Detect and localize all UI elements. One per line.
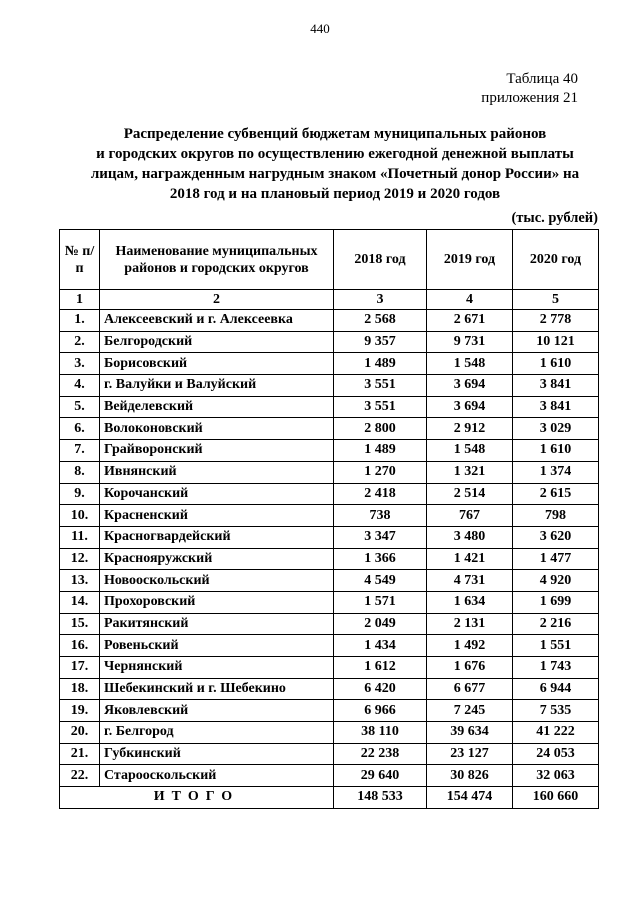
- value-2018: 2 418: [334, 483, 427, 505]
- row-number: 21.: [60, 743, 100, 765]
- row-number: 3.: [60, 353, 100, 375]
- row-number: 5.: [60, 396, 100, 418]
- value-2018: 1 489: [334, 353, 427, 375]
- district-name: Ракитянский: [100, 613, 334, 635]
- value-2020: 3 841: [513, 396, 599, 418]
- value-2020: 1 610: [513, 440, 599, 462]
- row-number: 4.: [60, 375, 100, 397]
- value-2018: 38 110: [334, 722, 427, 744]
- page-number: 440: [310, 21, 330, 36]
- value-2019: 23 127: [427, 743, 513, 765]
- district-name: Прохоровский: [100, 591, 334, 613]
- caption-appendix: приложения 21: [481, 90, 578, 106]
- total-2020: 160 660: [513, 787, 599, 809]
- value-2020: 798: [513, 505, 599, 527]
- value-2020: 3 029: [513, 418, 599, 440]
- table-row: [60, 353, 599, 375]
- table-caption: [481, 70, 578, 108]
- district-name: Корочанский: [100, 483, 334, 505]
- district-name: Чернянский: [100, 657, 334, 679]
- value-2020: 24 053: [513, 743, 599, 765]
- value-2018: 29 640: [334, 765, 427, 787]
- district-name: Шебекинский и г. Шебекино: [100, 678, 334, 700]
- row-number: 9.: [60, 483, 100, 505]
- total-row: [60, 787, 599, 809]
- value-2018: 1 612: [334, 657, 427, 679]
- row-number: 16.: [60, 635, 100, 657]
- table-row: [60, 657, 599, 679]
- column-number: 2: [100, 290, 334, 310]
- value-2018: 3 347: [334, 526, 427, 548]
- value-2018: 3 551: [334, 375, 427, 397]
- value-2019: 2 671: [427, 310, 513, 332]
- table-row: [60, 310, 599, 332]
- value-2020: 41 222: [513, 722, 599, 744]
- row-number: 15.: [60, 613, 100, 635]
- district-name: Яковлевский: [100, 700, 334, 722]
- title-line: 2018 год и на плановый период 2019 и 2020 годов: [169, 186, 501, 202]
- value-2019: 1 421: [427, 548, 513, 570]
- caption-table-number: Таблица 40: [506, 71, 578, 87]
- row-number: 8.: [60, 461, 100, 483]
- district-name: Вейделевский: [100, 396, 334, 418]
- row-number: 6.: [60, 418, 100, 440]
- district-name: Краснояружский: [100, 548, 334, 570]
- table-row: [60, 396, 599, 418]
- district-name: Губкинский: [100, 743, 334, 765]
- header-2020: 2020 год: [513, 230, 599, 290]
- district-name: Борисовский: [100, 353, 334, 375]
- title-line: и городских округов по осуществлению ежегодной денежной выплаты: [96, 146, 574, 162]
- table-row: [60, 440, 599, 462]
- value-2020: 1 699: [513, 591, 599, 613]
- district-name: Красненский: [100, 505, 334, 527]
- column-number: 4: [427, 290, 513, 310]
- value-2018: 1 270: [334, 461, 427, 483]
- header-row: [60, 230, 599, 290]
- value-2020: 4 920: [513, 570, 599, 592]
- table-row: [60, 548, 599, 570]
- value-2018: 1 434: [334, 635, 427, 657]
- row-number: 12.: [60, 548, 100, 570]
- value-2020: 2 615: [513, 483, 599, 505]
- value-2019: 7 245: [427, 700, 513, 722]
- district-name: Грайворонский: [100, 440, 334, 462]
- district-name: г. Валуйки и Валуйский: [100, 375, 334, 397]
- value-2018: 4 549: [334, 570, 427, 592]
- table-row: [60, 483, 599, 505]
- total-label: ИТОГО: [60, 787, 334, 809]
- value-2018: 1 489: [334, 440, 427, 462]
- district-name: Волоконовский: [100, 418, 334, 440]
- value-2019: 3 694: [427, 396, 513, 418]
- value-2020: 1 551: [513, 635, 599, 657]
- total-2018: 148 533: [334, 787, 427, 809]
- header-2018: 2018 год: [334, 230, 427, 290]
- row-number: 2.: [60, 331, 100, 353]
- table-row: [60, 613, 599, 635]
- row-number: 13.: [60, 570, 100, 592]
- value-2019: 3 694: [427, 375, 513, 397]
- value-2018: 2 800: [334, 418, 427, 440]
- table-row: [60, 678, 599, 700]
- column-number: 5: [513, 290, 599, 310]
- row-number: 22.: [60, 765, 100, 787]
- district-name: Ровеньский: [100, 635, 334, 657]
- district-name: Новооскольский: [100, 570, 334, 592]
- table-row: [60, 461, 599, 483]
- row-number: 18.: [60, 678, 100, 700]
- header-name: Наименование муниципальных районов и городских округов: [100, 230, 334, 290]
- district-name: Красногвардейский: [100, 526, 334, 548]
- value-2018: 9 357: [334, 331, 427, 353]
- table-row: [60, 722, 599, 744]
- table-row: [60, 570, 599, 592]
- value-2020: 6 944: [513, 678, 599, 700]
- table-row: [60, 418, 599, 440]
- table-row: [60, 635, 599, 657]
- value-2020: 2 778: [513, 310, 599, 332]
- value-2019: 1 548: [427, 353, 513, 375]
- total-2019: 154 474: [427, 787, 513, 809]
- header-num: № п/п: [60, 230, 100, 290]
- subventions-table: [59, 229, 599, 809]
- row-number: 19.: [60, 700, 100, 722]
- value-2018: 22 238: [334, 743, 427, 765]
- value-2020: 7 535: [513, 700, 599, 722]
- value-2020: 1 610: [513, 353, 599, 375]
- value-2018: 6 966: [334, 700, 427, 722]
- value-2019: 9 731: [427, 331, 513, 353]
- value-2019: 1 548: [427, 440, 513, 462]
- value-2019: 1 634: [427, 591, 513, 613]
- header-2019: 2019 год: [427, 230, 513, 290]
- value-2020: 10 121: [513, 331, 599, 353]
- table-row: [60, 591, 599, 613]
- district-name: Ивнянский: [100, 461, 334, 483]
- row-number: 1.: [60, 310, 100, 332]
- value-2018: 738: [334, 505, 427, 527]
- row-number: 17.: [60, 657, 100, 679]
- row-number: 20.: [60, 722, 100, 744]
- value-2019: 4 731: [427, 570, 513, 592]
- table-row: [60, 743, 599, 765]
- value-2018: 3 551: [334, 396, 427, 418]
- value-2020: 1 374: [513, 461, 599, 483]
- value-2019: 39 634: [427, 722, 513, 744]
- district-name: Белгородский: [100, 331, 334, 353]
- value-2018: 6 420: [334, 678, 427, 700]
- value-2018: 1 571: [334, 591, 427, 613]
- table-row: [60, 375, 599, 397]
- value-2020: 3 620: [513, 526, 599, 548]
- value-2019: 767: [427, 505, 513, 527]
- units-label: (тыс. рублей): [511, 210, 598, 226]
- district-name: Алексеевский и г. Алексеевка: [100, 310, 334, 332]
- row-number: 7.: [60, 440, 100, 462]
- value-2020: 1 477: [513, 548, 599, 570]
- column-number: 3: [334, 290, 427, 310]
- value-2019: 2 912: [427, 418, 513, 440]
- value-2018: 1 366: [334, 548, 427, 570]
- value-2020: 3 841: [513, 375, 599, 397]
- table-row: [60, 700, 599, 722]
- column-number-row: [60, 290, 599, 310]
- value-2020: 2 216: [513, 613, 599, 635]
- row-number: 11.: [60, 526, 100, 548]
- value-2020: 1 743: [513, 657, 599, 679]
- value-2019: 1 676: [427, 657, 513, 679]
- value-2019: 30 826: [427, 765, 513, 787]
- title-line: лицам, награжденным нагрудным знаком «Почетный донор России» на: [90, 166, 580, 182]
- column-number: 1: [60, 290, 100, 310]
- title-line: Распределение субвенций бюджетам муниципальных районов: [123, 126, 547, 142]
- district-name: Старооскольский: [100, 765, 334, 787]
- value-2020: 32 063: [513, 765, 599, 787]
- value-2019: 3 480: [427, 526, 513, 548]
- value-2018: 2 049: [334, 613, 427, 635]
- value-2018: 2 568: [334, 310, 427, 332]
- table-row: [60, 765, 599, 787]
- value-2019: 1 321: [427, 461, 513, 483]
- value-2019: 2 514: [427, 483, 513, 505]
- value-2019: 2 131: [427, 613, 513, 635]
- row-number: 14.: [60, 591, 100, 613]
- value-2019: 6 677: [427, 678, 513, 700]
- table-row: [60, 331, 599, 353]
- row-number: 10.: [60, 505, 100, 527]
- document-title: [70, 124, 600, 204]
- table-row: [60, 505, 599, 527]
- value-2019: 1 492: [427, 635, 513, 657]
- district-name: г. Белгород: [100, 722, 334, 744]
- table-row: [60, 526, 599, 548]
